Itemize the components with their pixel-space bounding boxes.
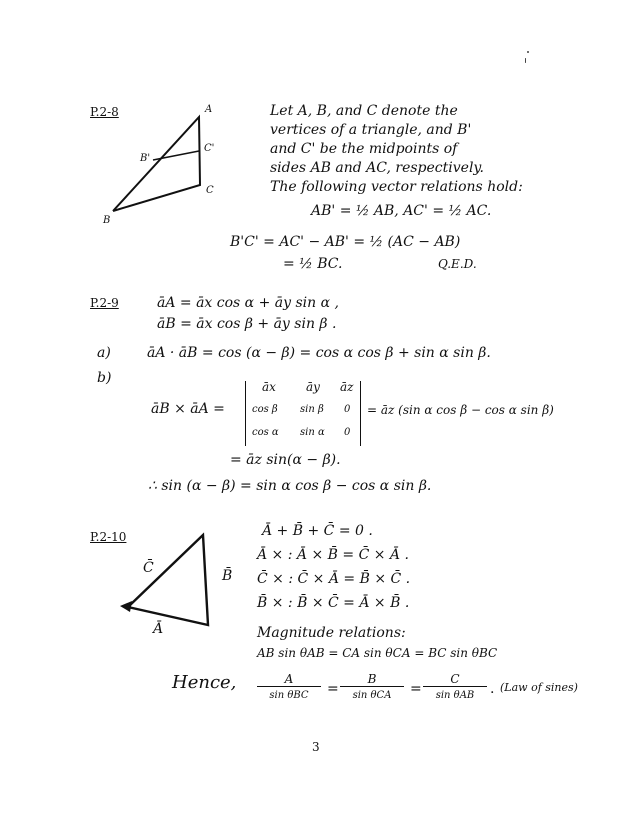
problem-label-2-8: P.2-8 (90, 105, 119, 119)
law-of-sines-note: (Law of sines) (500, 681, 578, 694)
fraction-a-denominator: sin θBC (269, 690, 309, 701)
text-line-3: and C' be the midpoints of (270, 141, 458, 157)
equation-midpoints: AB' = ½ AB, AC' = ½ AC. (311, 203, 492, 219)
midpoint-cprime-label: C' (204, 143, 215, 154)
det-cell-ay: āy (306, 380, 320, 394)
scan-speck (525, 58, 526, 63)
vertex-c-label: C (206, 185, 214, 196)
hence-label: Hence, (172, 672, 237, 693)
det-cell-sinb: sin β (300, 404, 324, 415)
cross-c-equation: C̄ × : C̄ × Ā = B̄ × C̄ . (257, 571, 411, 587)
magnitude-relations-heading: Magnitude relations: (257, 625, 406, 641)
magnitude-equation: AB sin θAB = CA sin θCA = BC sin θBC (257, 646, 498, 660)
det-cell-zero-1: 0 (344, 404, 351, 415)
scan-speck (527, 51, 529, 53)
fraction-c-numerator: C (423, 672, 487, 687)
fraction-b-numerator: B (340, 672, 404, 687)
det-cell-cosb: cos β (252, 404, 278, 415)
det-cell-ax: āx (262, 380, 276, 394)
cross-a-equation: Ā × : Ā × B̄ = C̄ × Ā . (257, 547, 409, 563)
problem-label-2-10: P.2-10 (90, 530, 127, 544)
vector-c-label: C̄ (143, 560, 154, 576)
vertex-b-label: B (103, 215, 111, 226)
det-cell-sina: sin α (300, 427, 325, 438)
cross-b-equation: B̄ × : B̄ × C̄ = Ā × B̄ . (257, 595, 410, 611)
det-cell-zero-2: 0 (344, 427, 351, 438)
part-a-equation: āA · āB = cos (α − β) = cos α cos β + sin α sin β. (147, 345, 491, 361)
text-line-4: sides AB and AC, respectively. (270, 160, 484, 176)
fraction-a-numerator: A (257, 672, 321, 687)
text-line-2: vertices of a triangle, and B' (270, 122, 472, 138)
period-after-fractions: . (490, 681, 495, 697)
cross-product-result: = āz sin(α − β). (230, 452, 341, 468)
cross-product-rhs: = āz (sin α cos β − cos α sin β) (367, 403, 554, 417)
fraction-b-denominator: sin θCA (352, 690, 392, 701)
cross-product-lhs: āB × āA = (151, 401, 225, 417)
text-line-5: The following vector relations hold: (270, 179, 523, 195)
equals-1: = (327, 681, 339, 697)
problem-label-2-9: P.2-9 (90, 296, 119, 310)
det-cell-az: āz (340, 380, 354, 394)
unit-vector-b: āB = āx cos β + āy sin β . (157, 316, 337, 332)
part-a-label: a) (97, 345, 111, 361)
part-b-label: b) (97, 370, 112, 386)
equation-bprime-cprime: B'C' = AC' − AB' = ½ (AC − AB) (230, 234, 461, 250)
sine-difference-conclusion: ∴ sin (α − β) = sin α cos β − cos α sin β. (148, 478, 432, 494)
vector-sum-equation: Ā + B̄ + C̄ = 0 . (262, 523, 373, 539)
vector-b-label: B̄ (222, 568, 233, 584)
vector-a-label: Ā (153, 621, 164, 637)
equation-half-bc: = ½ BC. (283, 256, 343, 272)
text-line-1: Let A, B, and C denote the (270, 103, 458, 119)
det-cell-cosa: cos α (252, 427, 279, 438)
page-number: 3 (312, 740, 320, 754)
midpoint-bprime-label: B' (140, 153, 151, 164)
equals-2: = (410, 681, 422, 697)
fraction-c-denominator: sin θAB (435, 690, 475, 701)
unit-vector-a: āA = āx cos α + āy sin α , (157, 295, 339, 311)
qed-mark: Q.E.D. (438, 257, 477, 271)
vertex-a-label: A (205, 104, 213, 115)
